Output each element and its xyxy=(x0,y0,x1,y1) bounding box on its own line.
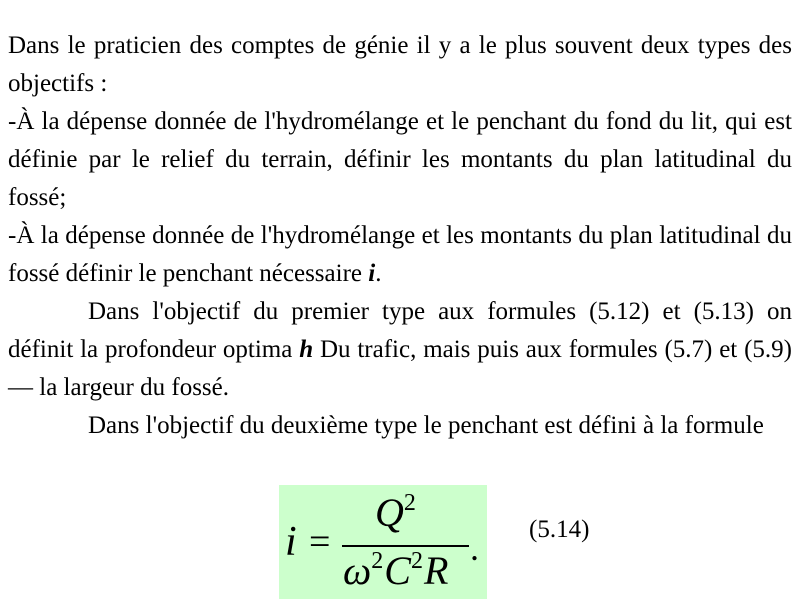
paragraph-objective-2-text: -À la dépense donnée de l'hydromélange et les montants du plan latitudinal du fossé définir le penchant nécessaire xyxy=(8,222,792,287)
formula-den-omega-exponent: 2 xyxy=(371,548,384,574)
paragraph-objective-2-end: . xyxy=(375,260,382,287)
formula-den-c: C xyxy=(384,548,411,593)
paragraph-first-type xyxy=(8,293,792,407)
formula-period: . xyxy=(470,528,479,568)
formula-den-c-exponent: 2 xyxy=(410,548,423,574)
variable-i: i xyxy=(368,260,376,287)
paragraph-second-type: Dans l'objectif du deuxième type le penchant est défini à la formule xyxy=(88,412,764,439)
paragraph-intro: Dans le praticien des comptes de génie il y a le plus souvent deux types des objectifs : xyxy=(8,32,792,97)
formula-box xyxy=(279,485,487,599)
formula-equals: = xyxy=(309,521,331,563)
paragraph-first-type-text: Dans l'objectif du premier type aux formules (5.12) et (5.13) on définit la profondeur optima xyxy=(8,298,792,363)
formula-numerator-q: Q xyxy=(375,490,404,535)
formula-numerator xyxy=(375,489,416,536)
formula-lhs: i xyxy=(285,519,297,565)
formula-denominator xyxy=(343,547,448,594)
equation-number: (5.14) xyxy=(529,516,590,543)
formula-den-omega: ω xyxy=(343,548,372,593)
paragraph-objective-1: -À la dépense donnée de l'hydromélange et le penchant du fond du lit, qui est définie par le relief du terrain, définir les montants du plan latitudinal du fossé; xyxy=(8,108,792,211)
formula-numerator-exponent: 2 xyxy=(403,490,416,516)
paragraph-objective-2 xyxy=(8,217,792,293)
document-body xyxy=(8,27,792,445)
paragraph-first-type-end: Du trafic, mais puis aux formules (5.7) et (5.9) — la largeur du fossé. xyxy=(8,336,792,401)
variable-h: h xyxy=(299,336,314,363)
formula-5-14 xyxy=(279,485,487,599)
formula-den-r: R xyxy=(423,548,449,593)
